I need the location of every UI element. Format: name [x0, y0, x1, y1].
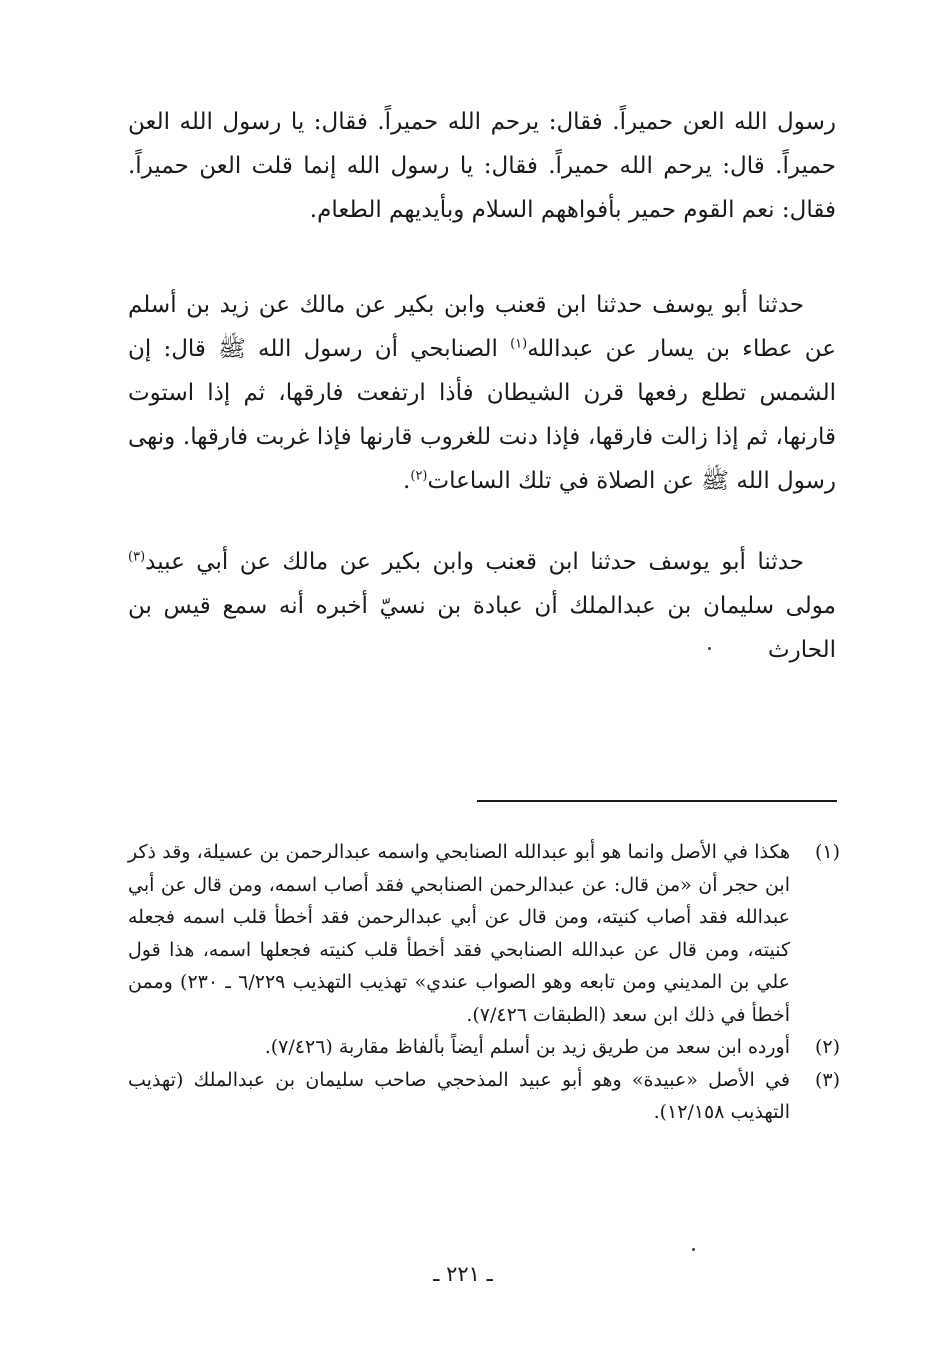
paragraph-2-text-a: حدثنا أبو يوسف حدثنا ابن قعنب وابن بكير عن مالك عن زيد بن أسلم عن عطاء بن يسار عن عبدالله	[128, 292, 836, 362]
footnote-ref-2: (٢)	[410, 468, 428, 484]
footnote-ref-3: (٣)	[128, 549, 146, 565]
footnote-divider	[477, 800, 837, 802]
paragraph-1-text: رسول الله العن حميراً. فقال: يرحم الله حميراً. فقال: يا رسول الله العن حميراً. قال: يرحم الله حميراً. فقال: يا رسول الله إنما قلت العن حميراً. فقال: نعم القوم حمير بأفواههم السلام وبأيديهم الطعام.	[128, 109, 836, 223]
paragraph-3-text-b: مولى سليمان بن عبدالملك أن عبادة بن نسيّ أخبره أنه سمع قيس بن الحارث	[128, 593, 836, 663]
paragraph-2	[128, 283, 836, 503]
footnote-number: (٢)	[814, 1036, 840, 1058]
scan-speck	[708, 647, 711, 650]
footnote-number: (١)	[814, 841, 840, 863]
scan-speck	[692, 1248, 695, 1251]
footnote	[128, 836, 840, 1031]
footnote-text: في الأصل «عبيدة» وهو أبو عبيد المذحجي صاحب سليمان بن عبدالملك (تهذيب التهذيب ١٢/١٥٨).	[128, 1068, 790, 1123]
footnote	[128, 1064, 840, 1129]
paragraph-1	[128, 100, 836, 232]
footnote-text: أورده ابن سعد من طريق زيد بن أسلم أيضاً بألفاظ مقاربة (٧/٤٢٦).	[264, 1036, 790, 1058]
paragraph-3	[128, 540, 836, 672]
footnote-text: هكذا في الأصل وانما هو أبو عبدالله الصنابحي واسمه عبدالرحمن بن عسيلة، وقد ذكر ابن حجر أن «من قال: عن عبدالرحمن الصنابحي فقد أصاب اسمه، ومن قال عن أبي عبدالله فقد أصاب كنيته، ومن قال عن أبي عبدالرحمن فقد أخطأ قلب اسمه فجعله كنيته، ومن قال عن عبدالله الصنابحي فقد أخطأ قلب كنيته فجعلها اسمه، هذا قول علي بن المديني ومن تابعه وهو الصواب عندي» تهذيب التهذيب ٦/٢٢٩ ـ ٢٣٠) وممن أخطأ في ذلك ابن سعد (الطبقات ٧/٤٢٦).	[128, 841, 791, 1026]
footnote	[128, 1031, 840, 1064]
footnotes	[128, 836, 840, 1129]
paragraph-3-text-a: حدثنا أبو يوسف حدثنا ابن قعنب وابن بكير عن مالك عن أبي عبيد	[145, 549, 804, 575]
footnote-number: (٣)	[814, 1068, 840, 1091]
page-number: ـ ٢٢١ ـ	[433, 1262, 493, 1286]
paragraph-2-text-b: الصنابحي أن رسول الله ﷺ قال: إن الشمس تطلع رفعها قرن الشيطان فأذا ارتفعت فارقها، ثم إذا استوت قارنها، ثم إذا زالت فارقها، فإذا دنت للغروب قارنها فإذا غربت فارقها. ونهى رسول الله ﷺ عن الصلاة في تلك الساعات	[128, 336, 836, 494]
paragraph-2-text-c: .	[403, 468, 411, 494]
footnote-ref-1: (١)	[510, 336, 528, 352]
